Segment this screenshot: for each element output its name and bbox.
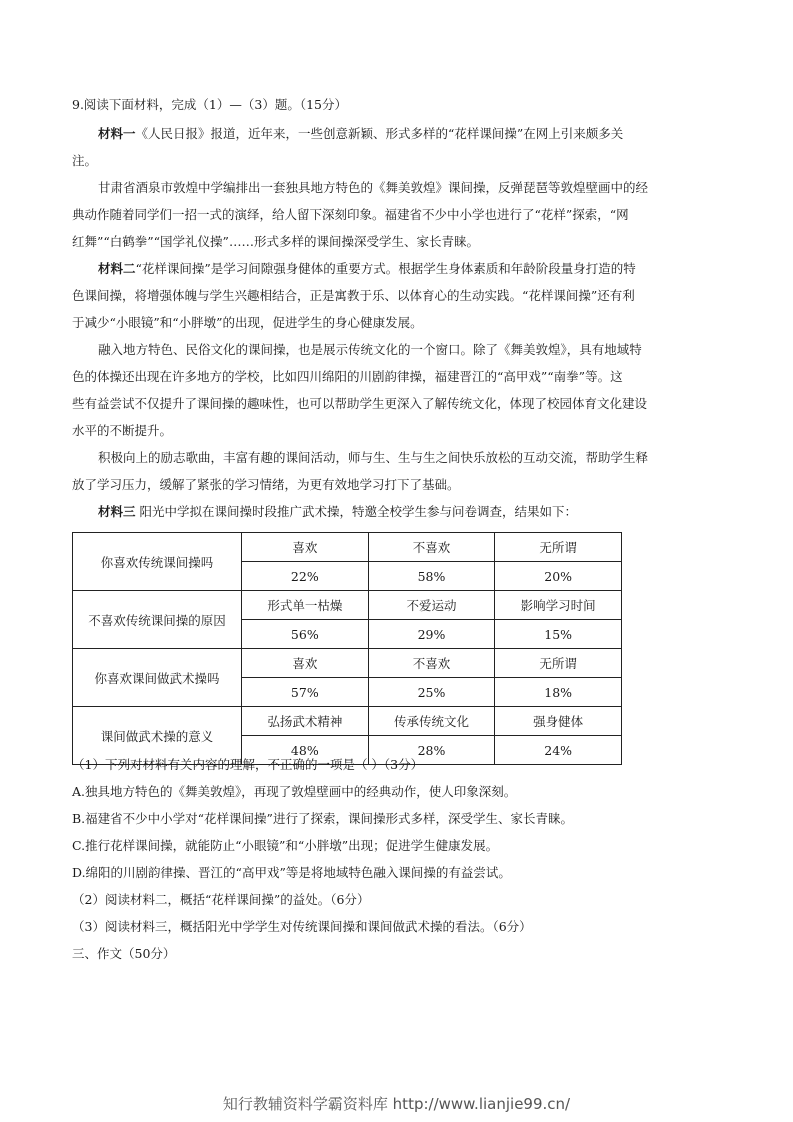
paragraph-2-line-2: 典动作随着同学们一招一式的演绎，给人留下深刻印象。福建省不少中小学也进行了“花样”探索，“网 <box>72 207 629 222</box>
subquestion-3: （3）阅读材料三，概括阳光中学学生对传统课间操和课间做武术操的看法。（6分） <box>72 919 532 934</box>
survey-row <box>73 533 622 562</box>
survey-value: 25% <box>368 678 495 707</box>
paragraph-5-line-1: 积极向上的励志歌曲，丰富有趣的课间活动，师与生、生与生之间快乐放松的互动交流，帮助学生释 <box>98 450 649 465</box>
option-d: D.绵阳的川剧韵律操、晋江的“高甲戏”等是将地域特色融入课间操的有益尝试。 <box>72 865 511 880</box>
paragraph-2-line-1: 甘肃省酒泉市敦煌中学编排出一套独具地方特色的《舞美敦煌》课间操，反弹琵琶等敦煌壁画中的经 <box>98 180 649 195</box>
option-c: C.推行花样课间操，就能防止“小眼镜”和“小胖墩”出现；促进学生健康发展。 <box>72 838 499 853</box>
paragraph-4-line-4: 水平的不断提升。 <box>72 423 173 438</box>
option-b: B.福建省不少中小学对“花样课间操”进行了探索，课间操形式多样，深受学生、家长青睐。 <box>72 811 573 826</box>
subquestion-2: （2）阅读材料二，概括“花样课间操”的益处。（6分） <box>72 892 370 907</box>
footer-watermark: 知行教辅资料学霸资料库 http://www.lianjie99.cn/ <box>222 1095 571 1113</box>
material-3-label: 材料三 <box>98 504 136 519</box>
survey-value: 57% <box>242 678 369 707</box>
paragraph-5-line-2: 放了学习压力，缓解了紧张的学习情绪，为更有效地学习打下了基础。 <box>72 477 460 492</box>
material-2-line-2: 色课间操，将增强体魄与学生兴趣相结合，正是寓教于乐、以体育心的生动实践。“花样课间操”还有利 <box>72 288 635 303</box>
survey-option: 传承传统文化 <box>368 707 495 736</box>
survey-option: 无所谓 <box>495 533 622 562</box>
paragraph-2-line-3: 红舞”“白鹤拳”“国学礼仪操”……形式多样的课间操深受学生、家长青睐。 <box>72 234 479 249</box>
survey-option: 影响学习时间 <box>495 591 622 620</box>
survey-value: 18% <box>495 678 622 707</box>
material-2-line-1: 材料二“花样课间操”是学习间隙强身健体的重要方式。根据学生身体素质和年龄阶段量身打造的特 <box>98 261 636 276</box>
survey-question: 不喜欢传统课间操的原因 <box>73 591 242 649</box>
survey-value: 48% <box>242 736 369 765</box>
survey-value: 15% <box>495 620 622 649</box>
survey-option: 弘扬武术精神 <box>242 707 369 736</box>
section-heading: 三、作文（50分） <box>72 946 176 961</box>
material-1-label: 材料一 <box>98 126 136 141</box>
survey-row <box>73 707 622 736</box>
survey-option: 形式单一枯燥 <box>242 591 369 620</box>
survey-question: 你喜欢课间做武术操吗 <box>73 649 242 707</box>
paragraph-4-line-3: 些有益尝试不仅提升了课间操的趣味性，也可以帮助学生更深入了解传统文化，体现了校园体育文化建设 <box>72 396 648 411</box>
material-1-line-2: 注。 <box>72 153 98 168</box>
survey-value: 22% <box>242 562 369 591</box>
survey-value: 20% <box>495 562 622 591</box>
paragraph-4-line-2: 色的体操还出现在许多地方的学校，比如四川绵阳的川剧韵律操，福建晋江的“高甲戏”“南拳”等。这 <box>72 369 623 384</box>
survey-option: 喜欢 <box>242 649 369 678</box>
survey-option: 不喜欢 <box>368 649 495 678</box>
material-3-line: 材料三 阳光中学拟在课间操时段推广武术操，特邀全校学生参与问卷调查，结果如下： <box>98 504 578 519</box>
survey-row <box>73 591 622 620</box>
survey-value: 24% <box>495 736 622 765</box>
survey-question: 你喜欢传统课间操吗 <box>73 533 242 591</box>
survey-option: 强身健体 <box>495 707 622 736</box>
question-header: 9.阅读下面材料，完成（1）—（3）题。（15分） <box>72 97 347 112</box>
survey-row <box>73 649 622 678</box>
material-2-label: 材料二 <box>98 261 136 276</box>
survey-value: 58% <box>368 562 495 591</box>
survey-option: 无所谓 <box>495 649 622 678</box>
option-a: A.独具地方特色的《舞美敦煌》，再现了敦煌壁画中的经典动作，使人印象深刻。 <box>72 784 517 799</box>
survey-question: 课间做武术操的意义 <box>73 707 242 765</box>
survey-table <box>72 532 622 765</box>
survey-option: 喜欢 <box>242 533 369 562</box>
subquestion-1: （1）下列对材料有关内容的理解，不正确的一项是（ ）（3分） <box>72 757 424 772</box>
survey-option: 不爱运动 <box>368 591 495 620</box>
paragraph-4-line-1: 融入地方特色、民俗文化的课间操，也是展示传统文化的一个窗口。除了《舞美敦煌》，具有地域特 <box>98 342 642 357</box>
survey-value: 28% <box>368 736 495 765</box>
survey-option: 不喜欢 <box>368 533 495 562</box>
material-2-line-3: 于减少“小眼镜”和“小胖墩”的出现，促进学生的身心健康发展。 <box>72 315 423 330</box>
survey-value: 56% <box>242 620 369 649</box>
survey-value: 29% <box>368 620 495 649</box>
material-1-line-1: 材料一《人民日报》报道，近年来，一些创意新颖、形式多样的“花样课间操”在网上引来颇多关 <box>98 126 624 141</box>
